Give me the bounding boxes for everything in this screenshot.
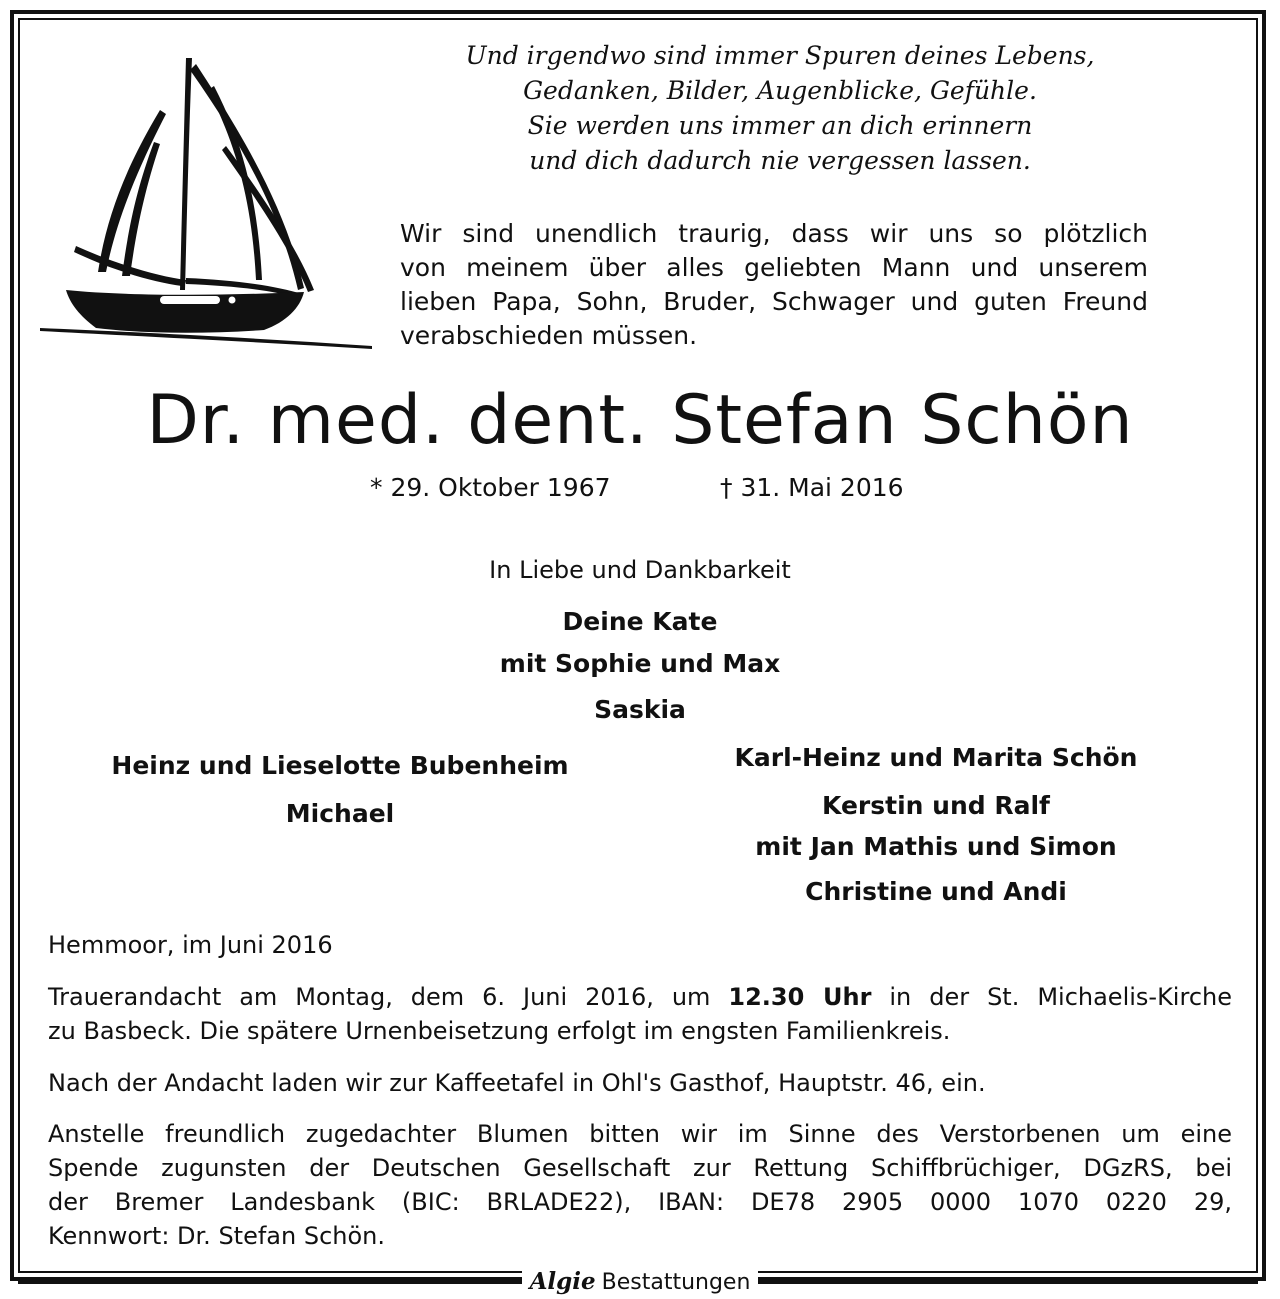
- family-center-2: mit Sophie und Max: [499, 649, 781, 678]
- family-left-1: Heinz und Lieselotte Bubenheim: [111, 751, 569, 780]
- footer-logo: Algie: [529, 1268, 596, 1295]
- family-right-4: Christine und Andi: [805, 877, 1067, 906]
- donation-line: Kennwort: Dr. Stefan Schön.: [48, 1222, 386, 1250]
- reception-info: Nach der Andacht laden wir zur Kaffeetafel in Ohl's Gasthof, Hauptstr. 46, ein.: [48, 1069, 986, 1097]
- family-left-2: Michael: [285, 799, 395, 828]
- family-right-3: mit Jan Mathis und Simon: [755, 832, 1117, 861]
- service-location: in der St. Michaelis-Kirche: [871, 983, 1232, 1011]
- service-info: [48, 980, 1232, 1048]
- dedication: In Liebe und Dankbarkeit: [489, 556, 791, 584]
- sailboat-icon: [36, 50, 376, 350]
- footer: [0, 1268, 1280, 1297]
- service-line-2: zu Basbeck. Die spätere Urnenbeisetzung erfolgt im engsten Familienkreis.: [48, 1017, 951, 1045]
- intro-line: von meinem über alles geliebten Mann und unserem: [400, 253, 1148, 282]
- service-line-1: [48, 980, 1232, 1014]
- family-center-1: Deine Kate: [562, 607, 718, 636]
- place-date: Hemmoor, im Juni 2016: [48, 931, 333, 959]
- family-right-2: Kerstin und Ralf: [822, 791, 1050, 820]
- footer-text: Bestattungen: [601, 1270, 751, 1295]
- donation-line: Anstelle freundlich zugedachter Blumen bitten wir im Sinne des Verstorbenen um eine: [48, 1120, 1232, 1148]
- donation-line: Spende zugunsten der Deutschen Gesellschaft zur Rettung Schiffbrüchiger, DGzRS, bei: [48, 1154, 1232, 1182]
- intro-line: lieben Papa, Sohn, Bruder, Schwager und guten Freund: [400, 287, 1148, 316]
- deceased-name: Dr. med. dent. Stefan Schön: [146, 381, 1134, 460]
- donation-line: der Bremer Landesbank (BIC: BRLADE22), IBAN: DE78 2905 0000 1070 0220 29,: [48, 1188, 1232, 1216]
- poem-line: Sie werden uns immer an dich erinnern: [527, 111, 1033, 140]
- poem-line: Gedanken, Bilder, Augenblicke, Gefühle.: [523, 76, 1037, 105]
- death-date: † 31. Mai 2016: [720, 473, 904, 502]
- family-center-3: Saskia: [594, 695, 686, 724]
- intro-line: Wir sind unendlich traurig, dass wir uns so plötzlich: [400, 219, 1148, 248]
- intro-text: [400, 217, 1148, 353]
- poem-line: Und irgendwo sind immer Spuren deines Lebens,: [465, 41, 1095, 70]
- intro-line: verabschieden müssen.: [400, 321, 698, 350]
- poem-line: und dich dadurch nie vergessen lassen.: [529, 146, 1031, 175]
- service-text: Trauerandacht am Montag, dem 6. Juni 2016, um: [48, 983, 729, 1011]
- service-time: 12.30 Uhr: [728, 983, 872, 1011]
- family-right-1: Karl-Heinz und Marita Schön: [734, 743, 1138, 772]
- poem: [390, 38, 1170, 178]
- donation-info: [48, 1117, 1232, 1253]
- birth-date: * 29. Oktober 1967: [370, 473, 611, 502]
- footer-brand: [522, 1268, 759, 1297]
